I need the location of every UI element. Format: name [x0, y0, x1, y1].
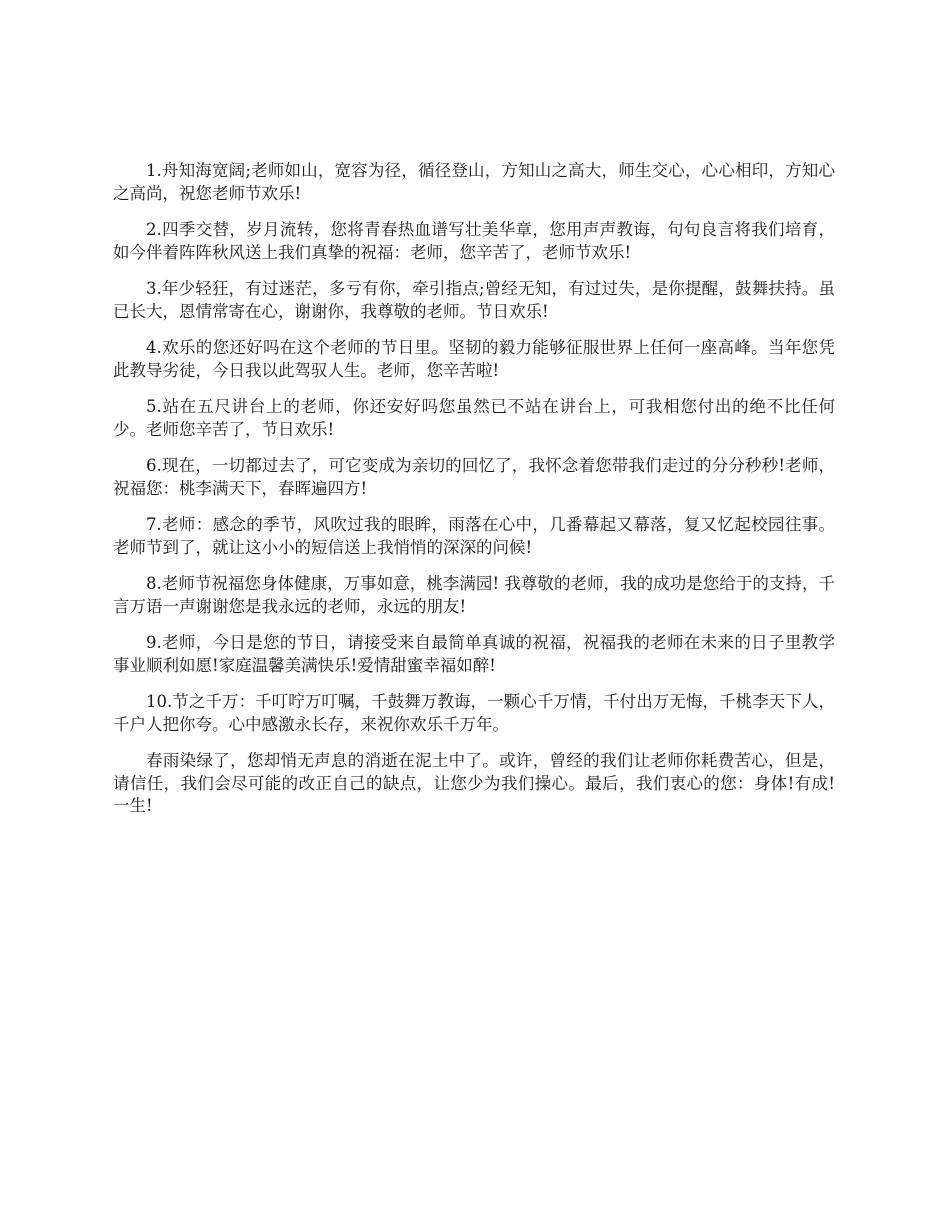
paragraph-6: 6.现在，一切都过去了，可它变成为亲切的回忆了，我怀念着您带我们走过的分分秒秒!老师，祝福您：桃李满天下，春晖遍四方!	[113, 456, 835, 498]
paragraph-8: 8.老师节祝福您身体健康，万事如意，桃李满园! 我尊敬的老师，我的成功是您给于的支持，千言万语一声谢谢您是我永远的老师，永远的朋友!	[113, 574, 835, 616]
paragraph-2: 2.四季交替，岁月流转，您将青春热血谱写壮美华章，您用声声教诲，句句良言将我们培育，如今伴着阵阵秋风送上我们真挚的祝福：老师，您辛苦了，老师节欢乐!	[113, 220, 835, 262]
paragraph-9: 9.老师，今日是您的节日，请接受来自最简单真诚的祝福，祝福我的老师在未来的日子里教学事业顺利如愿!家庭温馨美满快乐!爱情甜蜜幸福如醉!	[113, 633, 835, 675]
paragraph-1: 1.舟知海宽阔;老师如山，宽容为径，循径登山，方知山之高大，师生交心，心心相印，方知心之高尚，祝您老师节欢乐!	[113, 161, 835, 203]
paragraph-closing: 春雨染绿了，您却悄无声息的消逝在泥土中了。或许，曾经的我们让老师你耗费苦心，但是，请信任，我们会尽可能的改正自己的缺点，让您少为我们操心。最后，我们衷心的您：身体!有成!一生!	[113, 751, 835, 815]
document-body	[113, 160, 835, 832]
paragraph-4: 4.欢乐的您还好吗在这个老师的节日里。坚韧的毅力能够征服世界上任何一座高峰。当年您凭此教导劣徒，今日我以此驾驭人生。老师，您辛苦啦!	[113, 338, 835, 380]
paragraph-3: 3.年少轻狂，有过迷茫，多亏有你，牵引指点;曾经无知，有过过失，是你提醒，鼓舞扶持。虽已长大，恩情常寄在心，谢谢你，我尊敬的老师。节日欢乐!	[113, 279, 835, 321]
paragraph-10: 10.节之千万：千叮咛万叮嘱，千鼓舞万教诲，一颗心千万情，千付出万无悔，千桃李天下人，千户人把你夸。心中感激永长存，来祝你欢乐千万年。	[113, 692, 835, 734]
paragraph-5: 5.站在五尺讲台上的老师，你还安好吗您虽然已不站在讲台上，可我相您付出的绝不比任何少。老师您辛苦了，节日欢乐!	[113, 397, 835, 439]
paragraph-7: 7.老师：感念的季节，风吹过我的眼眸，雨落在心中，几番幕起又幕落，复又忆起校园往事。老师节到了，就让这小小的短信送上我悄悄的深深的问候!	[113, 515, 835, 557]
